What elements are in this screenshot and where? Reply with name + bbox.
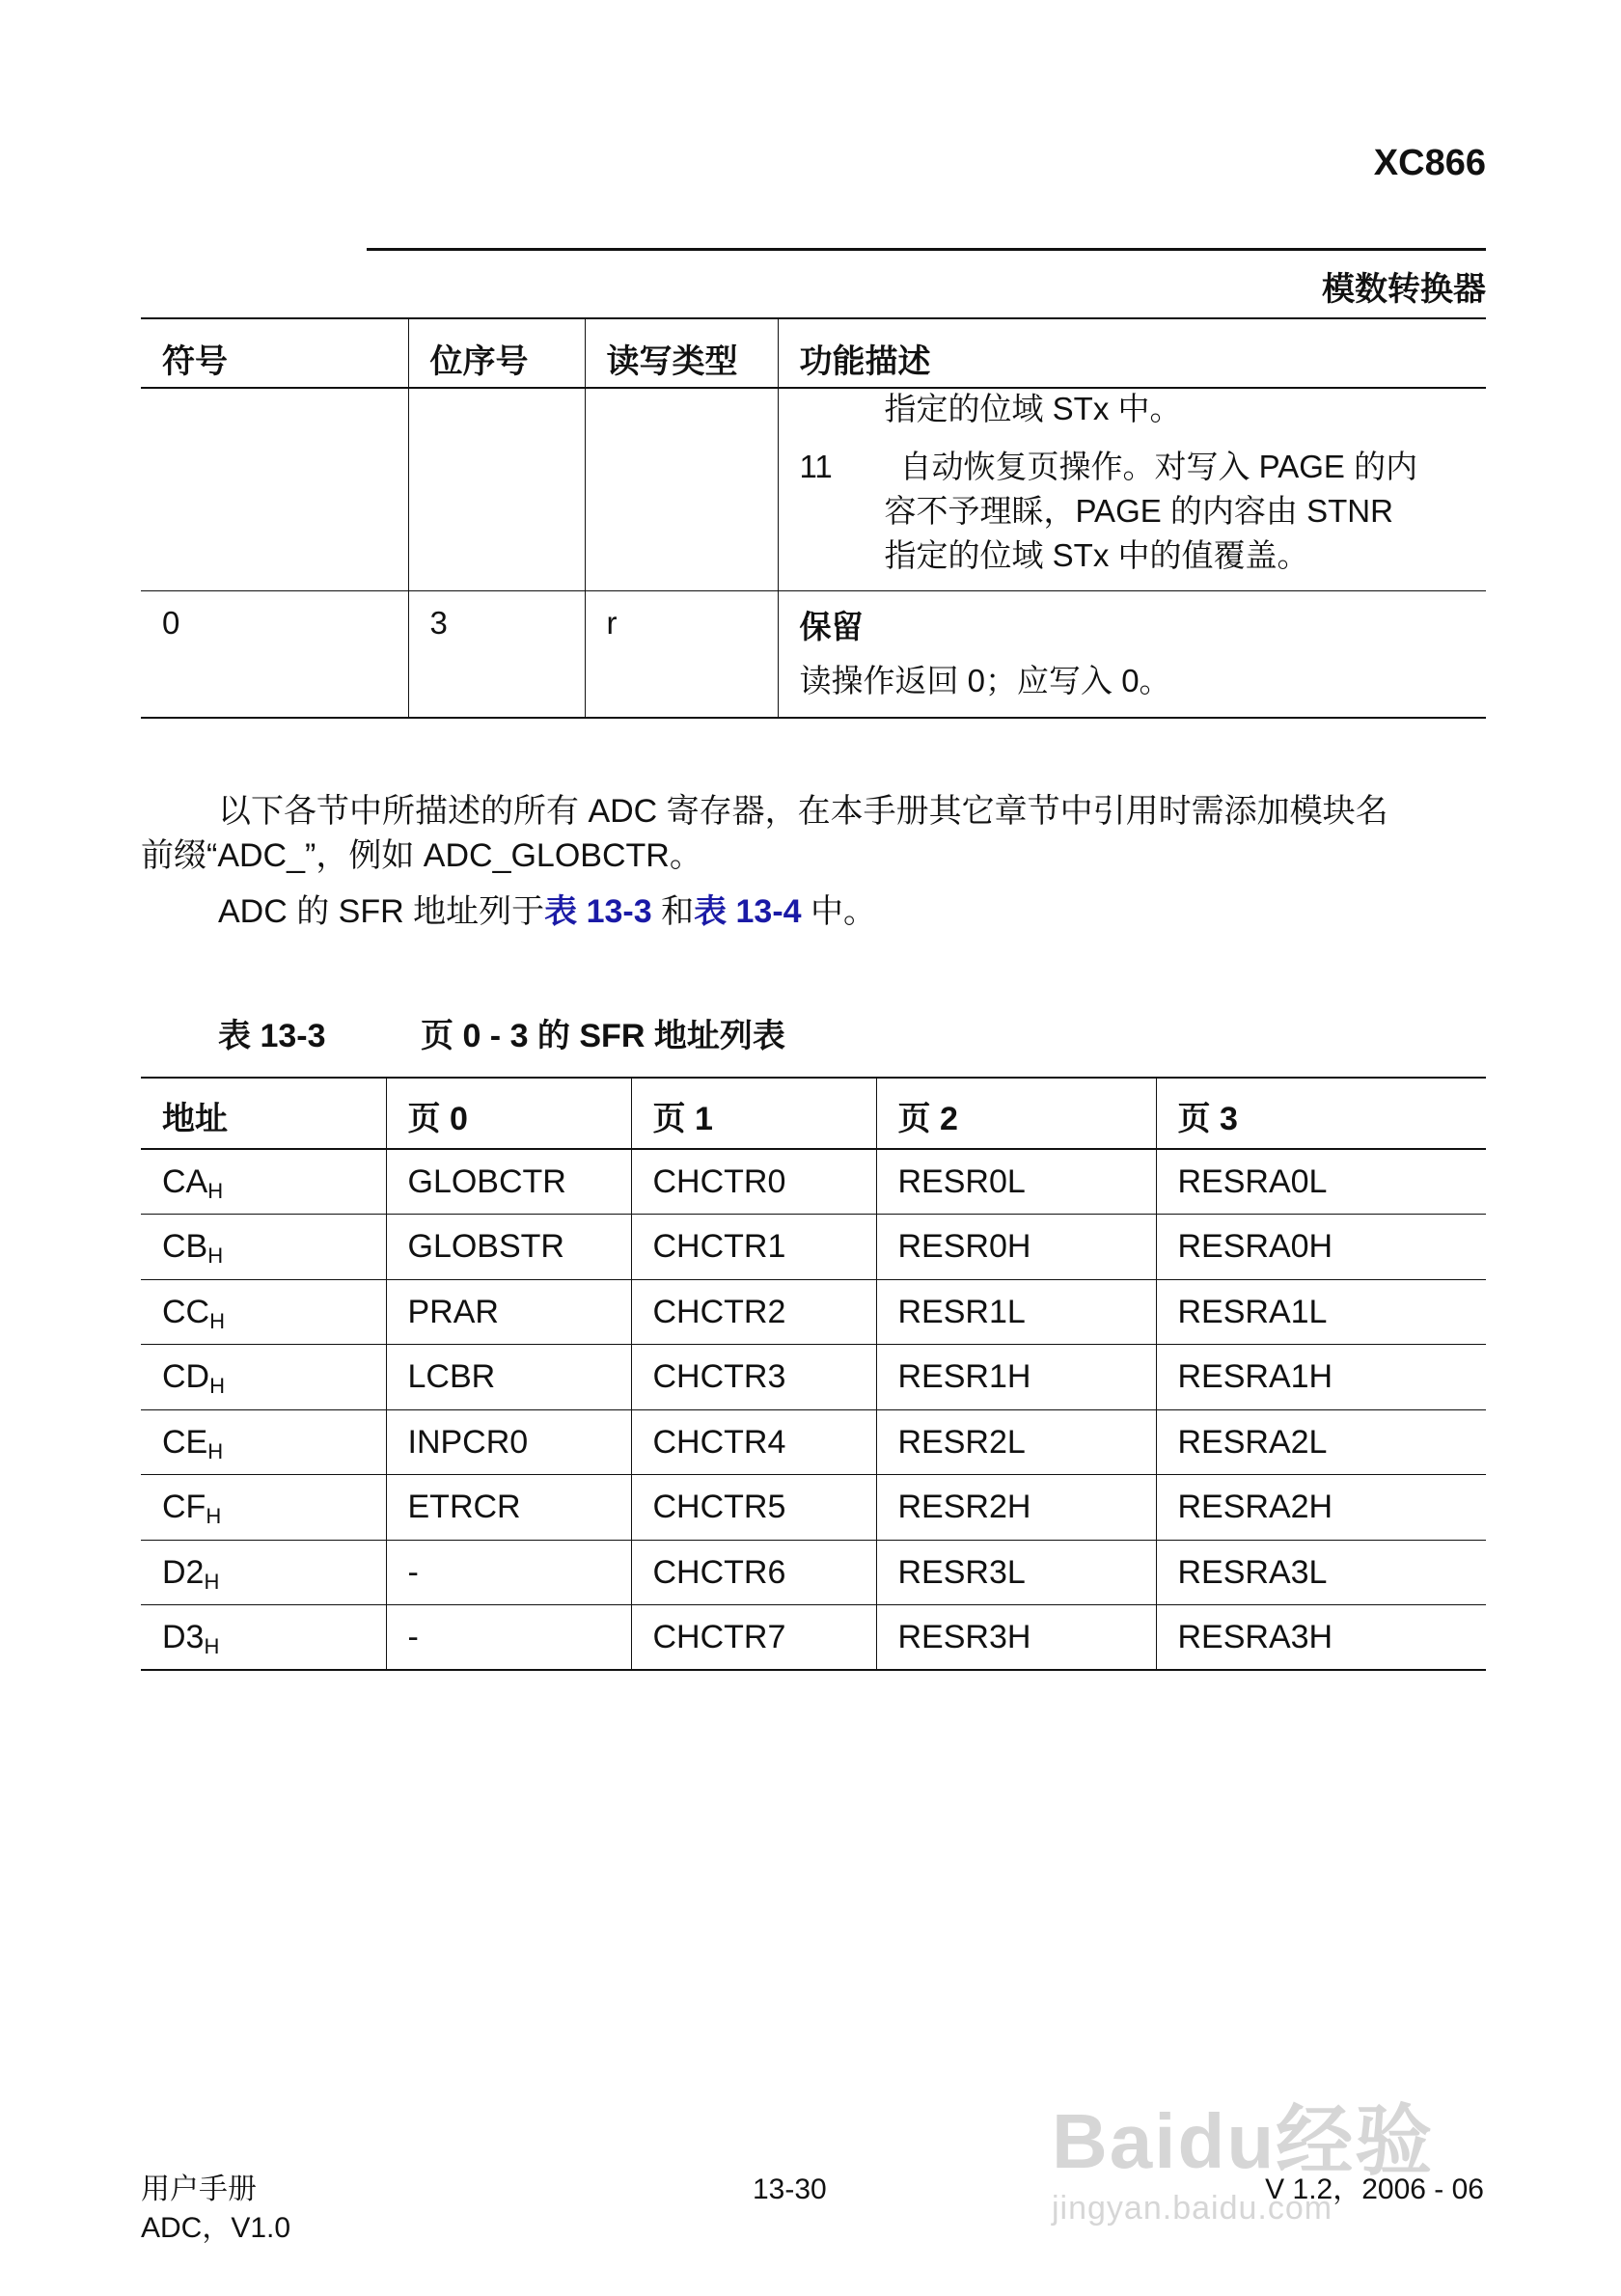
option-value: 11 xyxy=(799,449,833,484)
cell-type: r xyxy=(585,590,778,718)
cell-bits: 3 xyxy=(408,590,585,718)
cell-symbol xyxy=(141,388,408,590)
address-value: D2 xyxy=(162,1553,205,1591)
footer-module: ADC，V1.0 xyxy=(141,2212,291,2244)
table-row xyxy=(141,1279,1486,1345)
cell-register: RESR0L xyxy=(876,1149,1156,1215)
table-caption-title: 页 0 - 3 的 SFR 地址列表 xyxy=(421,1018,785,1054)
option-entry xyxy=(800,445,1487,578)
baidu-jingyan-watermark xyxy=(1052,2079,1505,2243)
table-13-4-link[interactable]: 表 13-4 xyxy=(694,893,802,930)
header-page-1: 页 1 xyxy=(631,1078,876,1149)
table-row xyxy=(141,1149,1486,1215)
table-row xyxy=(141,1409,1486,1475)
cell-register: - xyxy=(386,1605,631,1671)
bit-field-table xyxy=(141,317,1486,719)
cell-register: RESRA2L xyxy=(1156,1409,1486,1475)
table-13-3-link[interactable]: 表 13-3 xyxy=(544,893,652,930)
hex-suffix: H xyxy=(209,1308,225,1333)
paragraph-line: 前缀“ADC_”，例如 ADC_GLOBCTR。 xyxy=(141,837,702,874)
table-header-row xyxy=(141,318,1486,388)
cell-register: RESR0H xyxy=(876,1215,1156,1280)
cell-bits xyxy=(408,388,585,590)
cell-register: RESRA0L xyxy=(1156,1149,1486,1215)
footer-left xyxy=(141,2171,290,2248)
body-paragraph-2 xyxy=(141,889,1486,934)
address-value: CE xyxy=(162,1423,208,1461)
hex-suffix: H xyxy=(204,1569,220,1594)
table-header-row xyxy=(141,1078,1486,1149)
address-value: CC xyxy=(162,1293,210,1330)
paragraph-line: 以下各节中所描述的所有 ADC 寄存器，在本手册其它章节中引用时需添加模块名 xyxy=(218,793,1388,830)
table-row xyxy=(141,1540,1486,1605)
hex-suffix: H xyxy=(204,1634,220,1658)
footer-manual: 用户手册 xyxy=(141,2173,257,2205)
cell-register: LCBR xyxy=(386,1345,631,1410)
cell-address xyxy=(141,1215,386,1280)
document-title: XC866 xyxy=(1373,143,1486,183)
footer-version: V 1.2，2006 - 06 xyxy=(1265,2173,1484,2205)
cell-register: RESRA1H xyxy=(1156,1345,1486,1410)
cell-address xyxy=(141,1409,386,1475)
header-symbol: 符号 xyxy=(141,318,408,388)
cell-register: RESR2L xyxy=(876,1409,1156,1475)
hex-suffix: H xyxy=(207,1438,224,1463)
cell-register: INPCR0 xyxy=(386,1409,631,1475)
cell-register: GLOBSTR xyxy=(386,1215,631,1280)
cell-register: CHCTR6 xyxy=(631,1540,876,1605)
body-paragraph-1 xyxy=(141,789,1486,878)
table-caption-number: 表 13-3 xyxy=(218,1018,326,1054)
paragraph-text: 和 xyxy=(651,893,695,930)
table-row xyxy=(141,1215,1486,1280)
option-line: 容不予理睬，PAGE 的内容由 STNR xyxy=(884,493,1393,529)
cell-register: - xyxy=(386,1540,631,1605)
cell-address xyxy=(141,1605,386,1671)
header-page-0: 页 0 xyxy=(386,1078,631,1149)
hex-suffix: H xyxy=(209,1374,225,1398)
cell-description xyxy=(778,590,1486,718)
address-value: CF xyxy=(162,1489,206,1525)
cell-register: PRAR xyxy=(386,1279,631,1345)
address-value: D3 xyxy=(162,1619,205,1655)
sfr-address-table xyxy=(141,1077,1486,1671)
cell-register: RESR3H xyxy=(876,1605,1156,1671)
cell-register: RESRA3L xyxy=(1156,1540,1486,1605)
cell-type xyxy=(585,388,778,590)
cell-register: RESRA1L xyxy=(1156,1279,1486,1345)
header-description: 功能描述 xyxy=(778,318,1486,388)
cell-register: CHCTR4 xyxy=(631,1409,876,1475)
header-access-type: 读写类型 xyxy=(585,318,778,388)
header-page-2: 页 2 xyxy=(876,1078,1156,1149)
cell-register: RESR2H xyxy=(876,1475,1156,1541)
paragraph-text: 中。 xyxy=(801,893,877,930)
cell-register: CHCTR0 xyxy=(631,1149,876,1215)
cell-symbol: 0 xyxy=(141,590,408,718)
cell-description xyxy=(778,388,1486,590)
table-row xyxy=(141,1475,1486,1541)
watermark-url: jingyan.baidu.com xyxy=(1052,2190,1333,2227)
cell-register: CHCTR2 xyxy=(631,1279,876,1345)
cell-address xyxy=(141,1279,386,1345)
table-row xyxy=(141,590,1486,718)
paragraph-text: ADC 的 SFR 地址列于 xyxy=(218,893,545,930)
option-line: 指定的位域 STx 中的值覆盖。 xyxy=(884,537,1309,573)
cell-address xyxy=(141,1345,386,1410)
table-row xyxy=(141,1605,1486,1671)
cell-register: RESRA2H xyxy=(1156,1475,1486,1541)
hex-suffix: H xyxy=(207,1244,224,1268)
hex-suffix: H xyxy=(206,1504,222,1528)
option-line: 自动恢复页操作。对写入 PAGE 的内 xyxy=(899,449,1418,484)
description-continued-line: 指定的位域 STx 中。 xyxy=(884,391,1182,426)
watermark-brand: Baidu经验 xyxy=(1052,2098,1435,2184)
cell-register: ETRCR xyxy=(386,1475,631,1541)
cell-address xyxy=(141,1475,386,1541)
header-page-3: 页 3 xyxy=(1156,1078,1486,1149)
cell-register: CHCTR7 xyxy=(631,1605,876,1671)
cell-register: RESRA3H xyxy=(1156,1605,1486,1671)
cell-register: CHCTR1 xyxy=(631,1215,876,1280)
cell-register: RESR1L xyxy=(876,1279,1156,1345)
address-value: CB xyxy=(162,1228,208,1265)
footer-page-number: 13-30 xyxy=(753,2173,827,2205)
cell-register: RESR3L xyxy=(876,1540,1156,1605)
table-row xyxy=(141,388,1486,590)
option-text xyxy=(885,445,1418,578)
cell-register: RESR1H xyxy=(876,1345,1156,1410)
cell-register: RESRA0H xyxy=(1156,1215,1486,1280)
chapter-title: 模数转换器 xyxy=(1322,271,1486,308)
cell-register: GLOBCTR xyxy=(386,1149,631,1215)
hex-suffix: H xyxy=(207,1179,224,1203)
address-value: CD xyxy=(162,1358,210,1395)
description-title: 保留 xyxy=(799,608,864,644)
header-bit-number: 位序号 xyxy=(408,318,585,388)
table-row xyxy=(141,1345,1486,1410)
cell-register: CHCTR3 xyxy=(631,1345,876,1410)
cell-register: CHCTR5 xyxy=(631,1475,876,1541)
header-rule xyxy=(367,248,1486,251)
header-address: 地址 xyxy=(141,1078,386,1149)
cell-address xyxy=(141,1540,386,1605)
address-value: CA xyxy=(162,1163,208,1200)
cell-address xyxy=(141,1149,386,1215)
description-text: 读操作返回 0；应写入 0。 xyxy=(799,662,1171,698)
